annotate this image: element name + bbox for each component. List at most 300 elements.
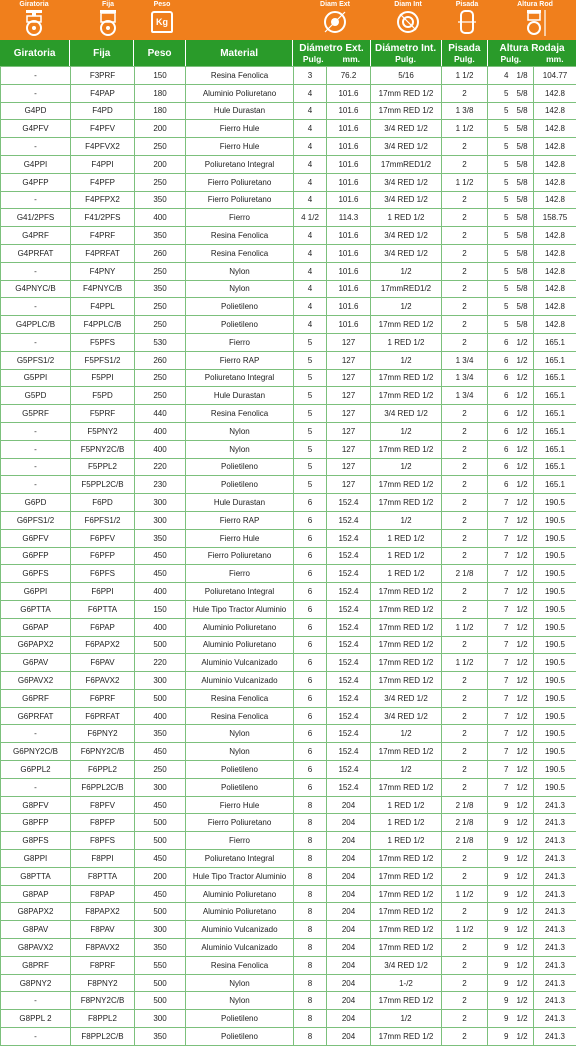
diam-ext-mm-cell: 127 xyxy=(327,333,371,351)
pisada-cell: 2 xyxy=(442,84,488,102)
material-cell: Resina Fenolica xyxy=(186,956,294,974)
diam-int-cell: 1 RED 1/2 xyxy=(371,832,442,850)
material-cell: Poliuretano Integral xyxy=(186,155,294,173)
altura-pulg-whole-cell: 6 xyxy=(488,351,513,369)
pisada-cell: 2 xyxy=(442,422,488,440)
altura-pulg-whole-cell: 7 xyxy=(488,511,513,529)
fija-cell: F4PFV xyxy=(71,120,135,138)
pisada-cell: 2 xyxy=(442,743,488,761)
material-cell: Fierro xyxy=(186,333,294,351)
altura-mm-cell: 165.1 xyxy=(534,458,576,476)
fija-cell: F6PFS1/2 xyxy=(71,511,135,529)
fija-cell: F8PRF xyxy=(71,956,135,974)
peso-cell: 350 xyxy=(135,1028,186,1046)
caster-height-icon xyxy=(522,9,548,37)
altura-pulg-frac-cell: 1/2 xyxy=(513,707,534,725)
fija-cell: F4PPI xyxy=(71,155,135,173)
pisada-cell: 2 xyxy=(442,1028,488,1046)
material-cell: Hule Tipo Tractor Aluminio xyxy=(186,600,294,618)
fija-cell: F8PAVX2 xyxy=(71,939,135,957)
diam-int-cell: 17mm RED 1/2 xyxy=(371,636,442,654)
diam-int-cell: 17mmRED1/2 xyxy=(371,280,442,298)
pisada-cell: 1 3/8 xyxy=(442,102,488,120)
table-row xyxy=(1,351,576,369)
peso-cell: 200 xyxy=(135,120,186,138)
giratoria-cell: G6PTTA xyxy=(1,600,71,618)
pisada-label: Pisada xyxy=(447,0,487,9)
material-cell: Fierro Poliuretano xyxy=(186,547,294,565)
altura-pulg-whole-cell: 7 xyxy=(488,725,513,743)
altura-pulg-whole-cell: 5 xyxy=(488,120,513,138)
altura-mm-cell: 241.3 xyxy=(534,903,576,921)
diam-ext-pulg-cell: 8 xyxy=(294,850,327,868)
table-row xyxy=(1,974,576,992)
diam-ext-mm-cell: 101.6 xyxy=(327,316,371,334)
peso-cell: 500 xyxy=(135,974,186,992)
fija-cell: F8PNY2C/B xyxy=(71,992,135,1010)
diam-int-cell: 3/4 RED 1/2 xyxy=(371,244,442,262)
peso-cell: 400 xyxy=(135,707,186,725)
altura-pulg-whole-cell: 6 xyxy=(488,458,513,476)
diam-int-cell: 1-/2 xyxy=(371,974,442,992)
table-row xyxy=(1,529,576,547)
diam-ext-mm-cell: 101.6 xyxy=(327,298,371,316)
table-row xyxy=(1,1010,576,1028)
altura-pulg-whole-cell: 5 xyxy=(488,262,513,280)
giratoria-cell: G8PPI xyxy=(1,850,71,868)
diam-int-cell: 17mm RED 1/2 xyxy=(371,903,442,921)
table-row xyxy=(1,618,576,636)
diam-int-cell: 17mm RED 1/2 xyxy=(371,600,442,618)
altura-mm-cell: 190.5 xyxy=(534,672,576,690)
pisada-cell: 2 xyxy=(442,476,488,494)
altura-pulg-frac-cell: 1/2 xyxy=(513,458,534,476)
altura-pulg-frac-cell: 1/2 xyxy=(513,689,534,707)
table-row xyxy=(1,387,576,405)
altura-mm-cell: 190.5 xyxy=(534,511,576,529)
diam-ext-pulg-cell: 5 xyxy=(294,369,327,387)
fija-cell: F3PRF xyxy=(71,67,135,85)
diam-ext-pulg-cell: 6 xyxy=(294,707,327,725)
diam-ext-mm-cell: 101.6 xyxy=(327,262,371,280)
diam-ext-mm-cell: 152.4 xyxy=(327,494,371,512)
giratoria-cell: G8PFV xyxy=(1,796,71,814)
altura-pulg-whole-cell: 9 xyxy=(488,850,513,868)
fija-cell: F4PRFAT xyxy=(71,244,135,262)
giratoria-cell: G8PPL 2 xyxy=(1,1010,71,1028)
altura-pulg-frac-cell: 1/2 xyxy=(513,672,534,690)
table-row xyxy=(1,992,576,1010)
icon-bar xyxy=(0,0,576,40)
altura-pulg-whole-cell: 5 xyxy=(488,280,513,298)
peso-cell: 300 xyxy=(135,494,186,512)
fija-cell: F6PPI xyxy=(71,583,135,601)
giratoria-cell: G5PD xyxy=(1,387,71,405)
diam-int-cell: 17mm RED 1/2 xyxy=(371,885,442,903)
altura-mm-cell: 241.3 xyxy=(534,885,576,903)
giratoria-cell: G6PFV xyxy=(1,529,71,547)
altura-mm-cell: 241.3 xyxy=(534,956,576,974)
giratoria-cell: G6PD xyxy=(1,494,71,512)
altura-pulg-frac-cell: 1/2 xyxy=(513,921,534,939)
diam-int-cell: 3/4 RED 1/2 xyxy=(371,120,442,138)
diam-ext-pulg-cell: 6 xyxy=(294,547,327,565)
diam-ext-mm-cell: 204 xyxy=(327,974,371,992)
giratoria-cell: G8PFP xyxy=(1,814,71,832)
peso-cell: 450 xyxy=(135,885,186,903)
altura-pulg-whole-cell: 5 xyxy=(488,138,513,156)
diam-ext-pulg-cell: 6 xyxy=(294,761,327,779)
table-row xyxy=(1,761,576,779)
diam-ext-pulg-cell: 6 xyxy=(294,511,327,529)
altura-pulg-frac-cell: 1/2 xyxy=(513,618,534,636)
fija-cell: F6PAV xyxy=(71,654,135,672)
pisada-cell: 1 3/4 xyxy=(442,351,488,369)
diam-ext-mm-cell: 204 xyxy=(327,903,371,921)
diam-int-cell: 1/2 xyxy=(371,725,442,743)
material-cell: Fierro Poliuretano xyxy=(186,173,294,191)
diam-ext-label: Diam Ext xyxy=(310,0,360,9)
giratoria-cell: G6PAV xyxy=(1,654,71,672)
peso-cell: 150 xyxy=(135,600,186,618)
altura-pulg-frac-cell: 5/8 xyxy=(513,262,534,280)
altura-mm-cell: 165.1 xyxy=(534,333,576,351)
altura-pulg-whole-cell: 5 xyxy=(488,298,513,316)
altura-mm-cell: 142.8 xyxy=(534,316,576,334)
table-row xyxy=(1,494,576,512)
peso-cell: 180 xyxy=(135,84,186,102)
giratoria-cell: - xyxy=(1,1028,71,1046)
diam-ext-mm-cell: 204 xyxy=(327,814,371,832)
giratoria-cell: G6PAP xyxy=(1,618,71,636)
header-altura xyxy=(488,40,576,66)
table-row xyxy=(1,600,576,618)
material-cell: Polietileno xyxy=(186,778,294,796)
diam-int-cell: 17mm RED 1/2 xyxy=(371,316,442,334)
diam-ext-pulg-cell: 4 xyxy=(294,244,327,262)
peso-cell: 350 xyxy=(135,191,186,209)
header-diam-int xyxy=(371,40,442,66)
material-cell: Hule Durastan xyxy=(186,494,294,512)
peso-cell: 400 xyxy=(135,209,186,227)
table-row xyxy=(1,316,576,334)
diam-int-cell: 1/2 xyxy=(371,298,442,316)
material-cell: Aluminio Vulcanizado xyxy=(186,921,294,939)
altura-pulg-whole-cell: 7 xyxy=(488,636,513,654)
diam-ext-pulg-cell: 5 xyxy=(294,333,327,351)
diam-ext-mm-cell: 204 xyxy=(327,1010,371,1028)
fija-cell: F41/2PFS xyxy=(71,209,135,227)
altura-pulg-whole-cell: 7 xyxy=(488,689,513,707)
material-cell: Fierro Poliuretano xyxy=(186,814,294,832)
diam-ext-mm-cell: 152.4 xyxy=(327,689,371,707)
giratoria-cell: G6PPL2 xyxy=(1,761,71,779)
diam-ext-pulg-cell: 6 xyxy=(294,565,327,583)
diam-int-cell: 1 RED 1/2 xyxy=(371,333,442,351)
altura-mm-cell: 142.8 xyxy=(534,262,576,280)
altura-pulg-whole-cell: 5 xyxy=(488,102,513,120)
table-row xyxy=(1,547,576,565)
altura-mm-cell: 241.3 xyxy=(534,974,576,992)
diam-int-cell: 1/2 xyxy=(371,422,442,440)
altura-pulg-whole-cell: 9 xyxy=(488,867,513,885)
peso-cell: 350 xyxy=(135,939,186,957)
table-row xyxy=(1,707,576,725)
diam-int-cell: 17mm RED 1/2 xyxy=(371,583,442,601)
diam-ext-pulg-cell: 6 xyxy=(294,618,327,636)
peso-cell: 250 xyxy=(135,262,186,280)
diam-int-label: Diam Int xyxy=(383,0,433,9)
altura-pulg-frac-cell: 1/2 xyxy=(513,529,534,547)
altura-mm-cell: 142.8 xyxy=(534,173,576,191)
giratoria-cell: G6PPI xyxy=(1,583,71,601)
peso-cell: 350 xyxy=(135,280,186,298)
peso-cell: 300 xyxy=(135,1010,186,1028)
table-row xyxy=(1,814,576,832)
material-cell: Polietileno xyxy=(186,1028,294,1046)
material-cell: Aluminio Vulcanizado xyxy=(186,939,294,957)
diam-ext-pulg-cell: 4 xyxy=(294,316,327,334)
pisada-cell: 2 xyxy=(442,191,488,209)
altura-rod-label: Altura Rod xyxy=(505,0,565,9)
header-diam-int-pulg: Pulg. xyxy=(395,54,416,64)
diam-ext-pulg-cell: 4 xyxy=(294,298,327,316)
table-row xyxy=(1,227,576,245)
diam-ext-pulg-cell: 4 xyxy=(294,84,327,102)
peso-cell: 250 xyxy=(135,298,186,316)
fija-cell: F8PAV xyxy=(71,921,135,939)
table-row xyxy=(1,903,576,921)
altura-pulg-whole-cell: 7 xyxy=(488,547,513,565)
fija-cell: F6PFP xyxy=(71,547,135,565)
fija-cell: F4PNYC/B xyxy=(71,280,135,298)
diam-ext-mm-cell: 152.4 xyxy=(327,743,371,761)
altura-pulg-whole-cell: 6 xyxy=(488,422,513,440)
altura-pulg-frac-cell: 5/8 xyxy=(513,191,534,209)
diam-ext-pulg-cell: 4 1/2 xyxy=(294,209,327,227)
diam-ext-pulg-cell: 8 xyxy=(294,867,327,885)
material-cell: Fierro RAP xyxy=(186,511,294,529)
material-cell: Nylon xyxy=(186,440,294,458)
peso-cell: 500 xyxy=(135,689,186,707)
giratoria-cell: - xyxy=(1,84,71,102)
material-cell: Polietileno xyxy=(186,298,294,316)
altura-pulg-whole-cell: 6 xyxy=(488,333,513,351)
material-cell: Nylon xyxy=(186,974,294,992)
pisada-cell: 2 xyxy=(442,138,488,156)
altura-pulg-frac-cell: 1/2 xyxy=(513,547,534,565)
altura-mm-cell: 190.5 xyxy=(534,583,576,601)
table-row xyxy=(1,84,576,102)
material-cell: Polietileno xyxy=(186,1010,294,1028)
fija-cell: F5PNY2C/B xyxy=(71,440,135,458)
diam-int-cell: 3/4 RED 1/2 xyxy=(371,138,442,156)
altura-pulg-whole-cell: 9 xyxy=(488,796,513,814)
altura-mm-cell: 190.5 xyxy=(534,743,576,761)
altura-mm-cell: 142.8 xyxy=(534,84,576,102)
diam-ext-legend xyxy=(310,0,360,35)
diam-ext-mm-cell: 101.6 xyxy=(327,84,371,102)
header-altura-pulg: Pulg. xyxy=(500,54,521,64)
altura-mm-cell: 142.8 xyxy=(534,298,576,316)
table-row xyxy=(1,102,576,120)
tread-width-icon xyxy=(457,9,477,35)
table-row xyxy=(1,672,576,690)
fija-cell: F4PD xyxy=(71,102,135,120)
material-cell: Aluminio Poliuretano xyxy=(186,885,294,903)
peso-cell: 250 xyxy=(135,761,186,779)
pisada-cell: 2 xyxy=(442,992,488,1010)
giratoria-cell: G8PTTA xyxy=(1,867,71,885)
altura-pulg-frac-cell: 1/2 xyxy=(513,903,534,921)
table-row xyxy=(1,440,576,458)
altura-pulg-frac-cell: 5/8 xyxy=(513,227,534,245)
table-row xyxy=(1,209,576,227)
altura-pulg-frac-cell: 5/8 xyxy=(513,298,534,316)
fija-cell: F5PFS xyxy=(71,333,135,351)
pisada-cell: 1 1/2 xyxy=(442,618,488,636)
table-row xyxy=(1,191,576,209)
altura-mm-cell: 158.75 xyxy=(534,209,576,227)
altura-pulg-frac-cell: 1/2 xyxy=(513,867,534,885)
altura-pulg-frac-cell: 1/2 xyxy=(513,778,534,796)
pisada-cell: 1 1/2 xyxy=(442,921,488,939)
giratoria-cell: G6PAVX2 xyxy=(1,672,71,690)
diam-ext-pulg-cell: 4 xyxy=(294,227,327,245)
diam-ext-mm-cell: 152.4 xyxy=(327,761,371,779)
diam-ext-mm-cell: 152.4 xyxy=(327,618,371,636)
diam-ext-mm-cell: 127 xyxy=(327,458,371,476)
diam-int-cell: 1/2 xyxy=(371,511,442,529)
peso-cell: 300 xyxy=(135,921,186,939)
pisada-cell: 2 xyxy=(442,298,488,316)
altura-pulg-frac-cell: 1/2 xyxy=(513,1028,534,1046)
peso-cell: 350 xyxy=(135,529,186,547)
giratoria-cell: - xyxy=(1,333,71,351)
diam-int-legend xyxy=(383,0,433,35)
giratoria-cell: G6PFS xyxy=(1,565,71,583)
diam-int-cell: 17mm RED 1/2 xyxy=(371,1028,442,1046)
altura-pulg-frac-cell: 1/2 xyxy=(513,369,534,387)
pisada-cell: 2 xyxy=(442,547,488,565)
altura-mm-cell: 165.1 xyxy=(534,440,576,458)
pisada-cell: 2 xyxy=(442,155,488,173)
giratoria-cell: - xyxy=(1,422,71,440)
diam-ext-mm-cell: 152.4 xyxy=(327,725,371,743)
altura-mm-cell: 142.8 xyxy=(534,280,576,298)
altura-pulg-frac-cell: 1/2 xyxy=(513,850,534,868)
altura-mm-cell: 241.3 xyxy=(534,939,576,957)
altura-mm-cell: 142.8 xyxy=(534,191,576,209)
diam-int-cell: 3/4 RED 1/2 xyxy=(371,956,442,974)
material-cell: Aluminio Vulcanizado xyxy=(186,654,294,672)
diam-ext-mm-cell: 204 xyxy=(327,885,371,903)
diam-int-cell: 1/2 xyxy=(371,1010,442,1028)
diam-ext-pulg-cell: 6 xyxy=(294,529,327,547)
material-cell: Polietileno xyxy=(186,458,294,476)
diam-int-cell: 1/2 xyxy=(371,351,442,369)
outer-diameter-icon xyxy=(322,9,348,35)
pisada-cell: 2 xyxy=(442,1010,488,1028)
altura-mm-cell: 241.3 xyxy=(534,921,576,939)
giratoria-cell: - xyxy=(1,138,71,156)
pisada-cell: 1 1/2 xyxy=(442,885,488,903)
diam-ext-mm-cell: 204 xyxy=(327,921,371,939)
altura-pulg-whole-cell: 9 xyxy=(488,956,513,974)
pisada-cell: 1 3/4 xyxy=(442,369,488,387)
diam-ext-mm-cell: 114.3 xyxy=(327,209,371,227)
pisada-cell: 1 1/2 xyxy=(442,67,488,85)
altura-mm-cell: 190.5 xyxy=(534,565,576,583)
altura-pulg-whole-cell: 7 xyxy=(488,654,513,672)
diam-ext-pulg-cell: 5 xyxy=(294,387,327,405)
pisada-cell: 2 1/8 xyxy=(442,814,488,832)
fija-cell: F6PNY2 xyxy=(71,725,135,743)
peso-cell: 300 xyxy=(135,778,186,796)
pisada-cell: 2 xyxy=(442,244,488,262)
table-row xyxy=(1,743,576,761)
altura-pulg-whole-cell: 7 xyxy=(488,672,513,690)
pisada-cell: 1 3/4 xyxy=(442,387,488,405)
peso-cell: 250 xyxy=(135,369,186,387)
pisada-cell: 2 xyxy=(442,636,488,654)
altura-pulg-whole-cell: 7 xyxy=(488,565,513,583)
altura-mm-cell: 190.5 xyxy=(534,707,576,725)
fija-cell: F8PFP xyxy=(71,814,135,832)
fija-cell: F6PNY2C/B xyxy=(71,743,135,761)
altura-pulg-whole-cell: 7 xyxy=(488,778,513,796)
altura-pulg-frac-cell: 5/8 xyxy=(513,84,534,102)
pisada-cell: 2 xyxy=(442,316,488,334)
diam-int-cell: 1/2 xyxy=(371,458,442,476)
altura-pulg-whole-cell: 7 xyxy=(488,529,513,547)
fija-cell: F6PPL2 xyxy=(71,761,135,779)
material-cell: Hule Tipo Tractor Aluminio xyxy=(186,867,294,885)
diam-int-cell: 1 RED 1/2 xyxy=(371,814,442,832)
material-cell: Fierro Hule xyxy=(186,796,294,814)
altura-mm-cell: 142.8 xyxy=(534,244,576,262)
diam-ext-pulg-cell: 6 xyxy=(294,636,327,654)
diam-ext-mm-cell: 127 xyxy=(327,440,371,458)
diam-ext-mm-cell: 101.6 xyxy=(327,155,371,173)
pisada-cell: 2 xyxy=(442,707,488,725)
giratoria-cell: G6PRFAT xyxy=(1,707,71,725)
rigid-caster-icon xyxy=(97,9,119,37)
altura-pulg-whole-cell: 7 xyxy=(488,743,513,761)
altura-pulg-whole-cell: 9 xyxy=(488,814,513,832)
diam-ext-pulg-cell: 5 xyxy=(294,351,327,369)
altura-mm-cell: 142.8 xyxy=(534,120,576,138)
pisada-cell: 2 xyxy=(442,280,488,298)
altura-mm-cell: 190.5 xyxy=(534,494,576,512)
diam-ext-mm-cell: 204 xyxy=(327,832,371,850)
diam-int-cell: 1/2 xyxy=(371,761,442,779)
giratoria-cell: - xyxy=(1,67,71,85)
altura-pulg-whole-cell: 5 xyxy=(488,227,513,245)
giratoria-cell: G4PFP xyxy=(1,173,71,191)
diam-int-cell: 3/4 RED 1/2 xyxy=(371,689,442,707)
altura-pulg-whole-cell: 9 xyxy=(488,974,513,992)
giratoria-cell: G4PFV xyxy=(1,120,71,138)
diam-ext-pulg-cell: 4 xyxy=(294,262,327,280)
peso-cell: 440 xyxy=(135,405,186,423)
diam-ext-mm-cell: 204 xyxy=(327,939,371,957)
giratoria-cell: G4PD xyxy=(1,102,71,120)
material-cell: Resina Fenolica xyxy=(186,405,294,423)
peso-cell: 400 xyxy=(135,618,186,636)
diam-ext-pulg-cell: 8 xyxy=(294,992,327,1010)
diam-ext-pulg-cell: 5 xyxy=(294,440,327,458)
